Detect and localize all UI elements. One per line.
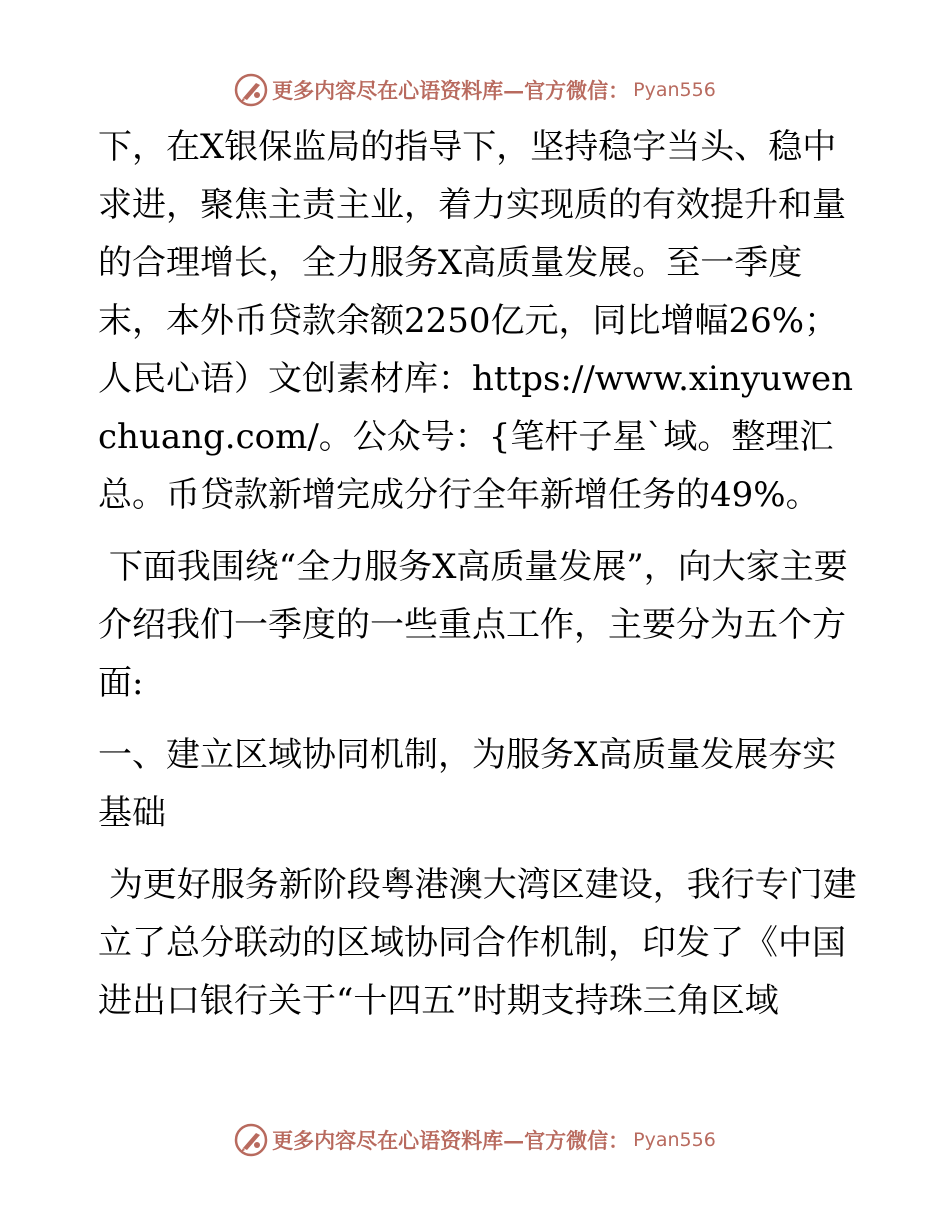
- banner-wechat-id: Pyan556: [633, 79, 716, 101]
- footer-banner: [0, 1120, 950, 1160]
- header-banner: [0, 70, 950, 110]
- section-heading-1: 一、建立区域协同机制，为服务X高质量发展夯实基础: [98, 735, 837, 833]
- document-body: [98, 118, 858, 1030]
- banner-text: 更多内容尽在心语资料库—官方微信：: [272, 1128, 630, 1153]
- banner-wechat-id: Pyan556: [633, 1129, 716, 1151]
- paragraph-2: 下面我围绕“全力服务X高质量发展”，向大家主要介绍我们一季度的一些重点工作，主要分为五个方面:: [98, 547, 848, 703]
- paragraph-1: 下，在X银保监局的指导下，坚持稳字当头、稳中求进，聚焦主责主业，着力实现质的有效提升和量的合理增长，全力服务X高质量发展。至一季度末，本外币贷款余额2250亿元，同比增幅26%；人民心语）文创素材库：https://www.xinyuwenchuang.com/。公众号：{笔杆子星`域。整理汇总。币贷款新增完成分行全年新增任务的49%。: [98, 127, 854, 515]
- quill-pen-icon: [234, 73, 268, 107]
- quill-pen-icon: [234, 1123, 268, 1157]
- banner-text: 更多内容尽在心语资料库—官方微信：: [272, 78, 630, 103]
- paragraph-3: 为更好服务新阶段粤港澳大湾区建设，我行专门建立了总分联动的区域协同合作机制，印发了《中国进出口银行关于“十四五”时期支持珠三角区域: [98, 865, 857, 1021]
